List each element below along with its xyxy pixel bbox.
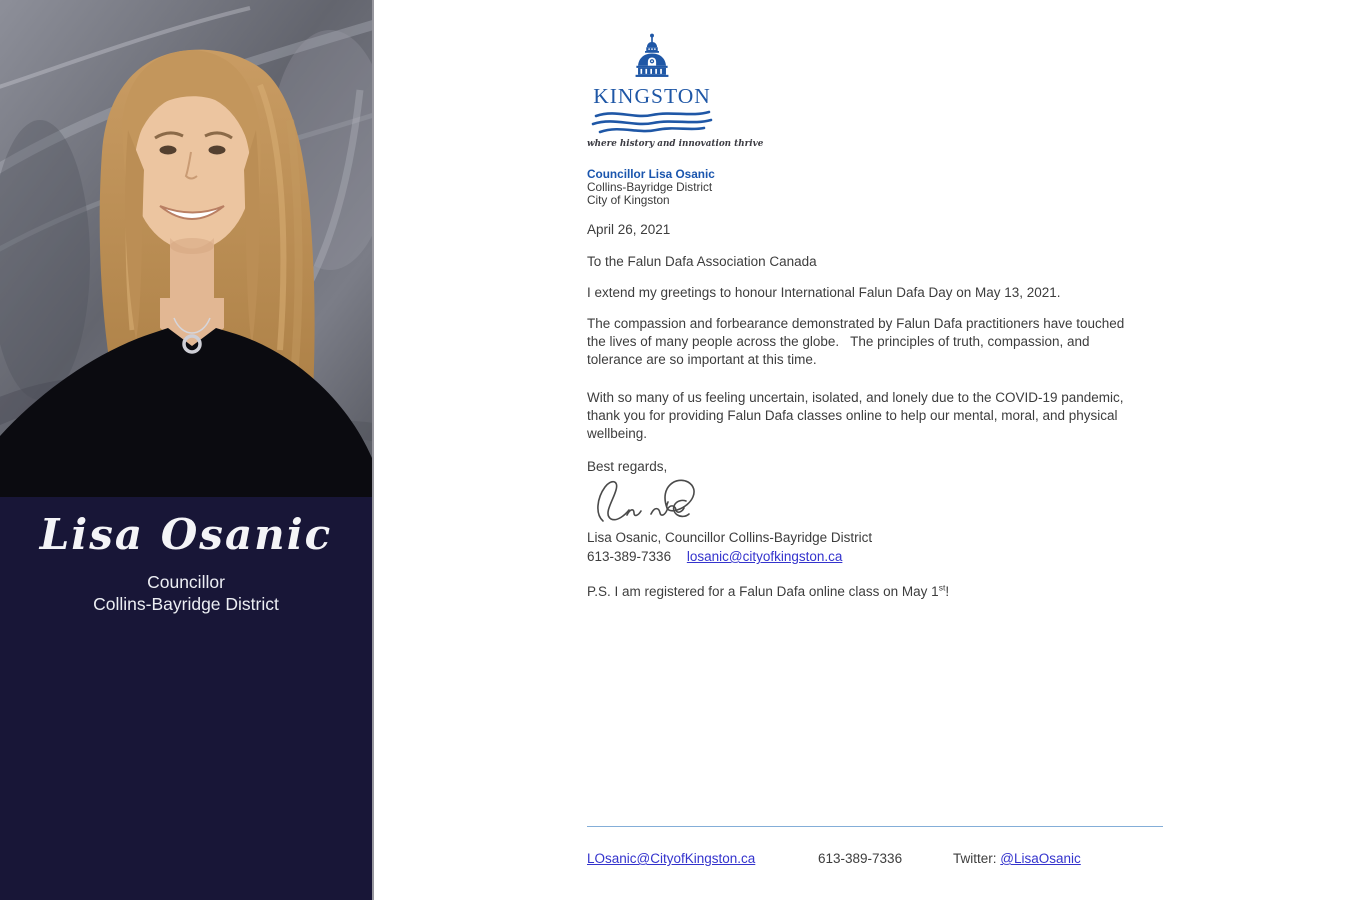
councillor-title: Councillor	[147, 572, 225, 592]
footer-phone: 613-389-7336	[818, 851, 903, 866]
councillor-name: Lisa Osanic	[39, 510, 333, 559]
sender-name: Councillor Lisa Osanic	[587, 167, 715, 181]
kingston-wordmark: KINGSTON	[593, 84, 711, 108]
ps-suffix: !	[945, 584, 950, 599]
letter-closing: Best regards,	[587, 459, 668, 474]
footer-rule	[587, 826, 1163, 827]
contact-email-link[interactable]: losanic@cityofkingston.ca	[686, 549, 843, 564]
contact-phone: 613-389-7336	[587, 549, 672, 564]
kingston-dome-icon	[629, 28, 675, 83]
portrait-photo	[0, 0, 372, 497]
footer-twitter	[953, 851, 1081, 866]
letter-greeting: I extend my greetings to honour International Falun Dafa Day on May 13, 2021.	[587, 285, 1061, 300]
sender-city: City of Kingston	[587, 193, 670, 208]
letter-paragraph-1: The compassion and forbearance demonstrated by Falun Dafa practitioners have touched the lives of many people across the globe. The principles of truth, compassion, and tolerance are so important at this time.	[587, 316, 1129, 367]
ps-superscript: st	[938, 582, 946, 593]
signature-image	[589, 474, 707, 532]
letter-paragraph-2: With so many of us feeling uncertain, isolated, and lonely due to the COVID-19 pandemic, thank you for providing Falun Dafa classes online to help our mental, moral, and physical wellbeing.	[587, 390, 1128, 441]
ps-text: P.S. I am registered for a Falun Dafa online class on May 1	[587, 584, 939, 599]
kingston-waves-icon	[590, 110, 714, 136]
left-profile-panel	[0, 0, 374, 900]
kingston-logo	[587, 28, 764, 149]
contact-line	[587, 549, 842, 564]
twitter-label: Twitter:	[953, 851, 997, 866]
name-banner	[0, 497, 372, 615]
footer-email-link[interactable]: LOsanic@CityofKingston.ca	[587, 851, 756, 866]
ps-line	[587, 584, 949, 599]
letter-date: April 26, 2021	[587, 222, 671, 237]
letter-recipient: To the Falun Dafa Association Canada	[587, 254, 817, 269]
letter-body	[587, 0, 1165, 900]
panel-divider	[372, 0, 374, 900]
sender-district: Collins-Bayridge District	[587, 180, 713, 195]
footer-row	[587, 851, 1163, 871]
kingston-tagline: where history and innovation thrive	[587, 139, 764, 149]
twitter-handle-link[interactable]: @LisaOsanic	[1000, 851, 1081, 866]
sender-block	[587, 168, 715, 208]
councillor-district: Collins-Bayridge District	[93, 594, 279, 614]
signature-name-line: Lisa Osanic, Councillor Collins-Bayridge District	[587, 530, 873, 545]
